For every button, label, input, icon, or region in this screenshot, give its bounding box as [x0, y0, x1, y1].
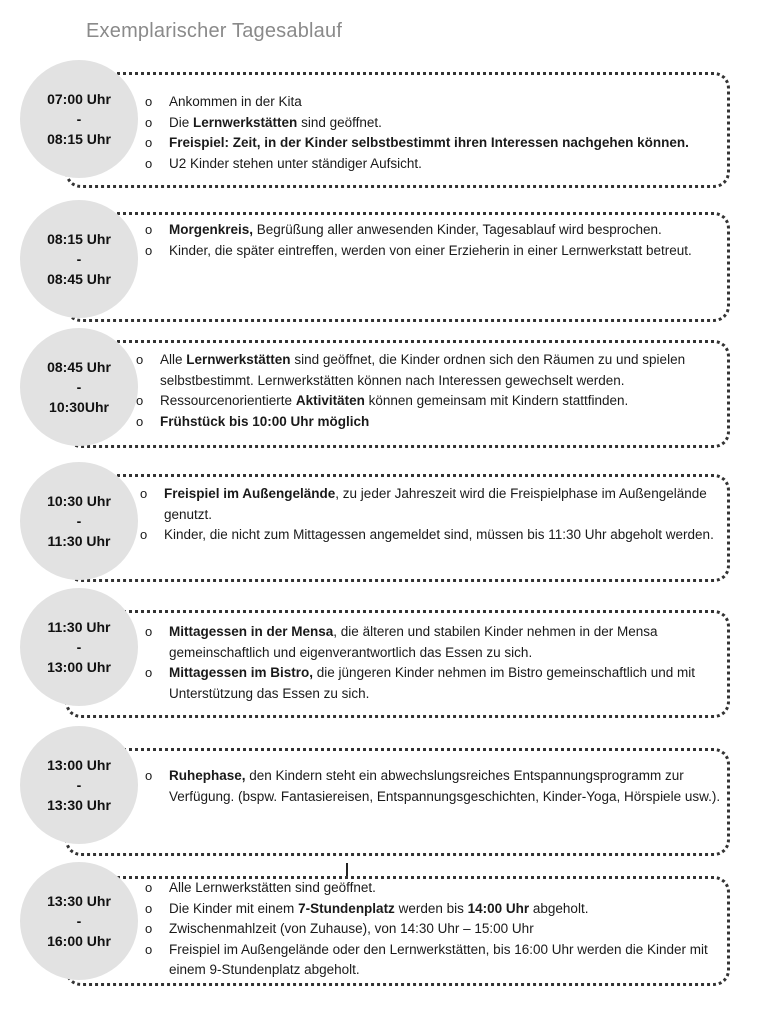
activity-item	[145, 133, 725, 154]
activity-list	[145, 220, 725, 261]
activity-item	[145, 241, 725, 262]
activity-item	[136, 391, 725, 412]
time-dash: -	[76, 639, 82, 655]
time-dash: -	[76, 251, 82, 267]
activity-text: Kinder, die später eintreffen, werden von einer Erzieherin in einer Lernwerkstatt betreut.	[169, 242, 692, 258]
time-start: 08:45 Uhr	[47, 359, 111, 375]
activity-text-bold: Mittagessen im Bistro,	[169, 665, 314, 680]
activity-item	[145, 878, 725, 899]
time-end: 08:45 Uhr	[47, 271, 111, 287]
time-circle	[20, 200, 138, 318]
activity-text-bold: Lernwerkstätten	[186, 352, 291, 367]
time-end: 16:00 Uhr	[47, 933, 111, 949]
time-start: 10:30 Uhr	[47, 493, 111, 509]
activity-list	[145, 766, 725, 807]
activity-item	[145, 940, 725, 981]
activity-text: Kinder, die nicht zum Mittagessen angemeldet sind, müssen bis 11:30 Uhr abgeholt werden.	[164, 527, 714, 542]
activity-item	[145, 766, 725, 807]
schedule-block	[0, 200, 780, 322]
activity-item	[140, 525, 725, 546]
activity-text: Die	[169, 114, 194, 130]
time-circle	[20, 462, 138, 580]
activity-list	[140, 484, 725, 546]
activity-text: werden bis	[394, 900, 468, 916]
activity-text-bold: Morgenkreis,	[169, 222, 254, 237]
schedule-block	[0, 462, 780, 582]
page-title: Exemplarischer Tagesablauf	[86, 20, 343, 42]
schedule-block	[0, 726, 780, 856]
time-circle	[20, 328, 138, 446]
activity-list	[145, 878, 725, 981]
activity-text-bold: Mittagessen in der Mensa	[169, 624, 334, 639]
activity-text: , die älteren und stabilen Kinder nehmen in der Mensa gemeinschaftlich und eigenverantwortlich das Essen zu sich.	[169, 624, 658, 660]
time-circle	[20, 588, 138, 706]
activity-item	[145, 220, 725, 241]
activity-item	[145, 622, 725, 663]
activity-text-bold: Aktivitäten	[295, 393, 365, 408]
activity-text: können gemeinsam mit Kindern stattfinden.	[364, 393, 629, 408]
activity-text: , zu jeder Jahreszeit wird die Freispielphase im Außengelände genutzt.	[164, 486, 707, 522]
activity-text: Ressourcenorientierte	[160, 393, 296, 408]
time-start: 13:30 Uhr	[47, 893, 111, 909]
schedule-block	[0, 328, 780, 448]
activity-text-bold: Frühstück bis 10:00 Uhr möglich	[160, 413, 370, 429]
activity-text: U2 Kinder stehen unter ständiger Aufsicht.	[169, 155, 422, 171]
time-dash: -	[76, 777, 82, 793]
activity-text: Freispiel im Außengelände oder den Lernwerkstätten, bis 16:00 Uhr werden die Kinder mit einem 9-Stundenplatz abgeholt.	[169, 941, 708, 977]
activity-text: Alle	[160, 352, 187, 367]
activity-list	[145, 92, 725, 174]
time-circle	[20, 862, 138, 980]
time-dash: -	[76, 513, 82, 529]
activity-text: Zwischenmahlzeit (von Zuhause), von 14:30 Uhr – 15:00 Uhr	[169, 921, 534, 936]
activity-text-bold: Freispiel im Außengelände	[164, 486, 336, 501]
time-dash: -	[76, 111, 82, 127]
activity-item	[145, 663, 725, 704]
activity-item	[140, 484, 725, 525]
activity-text-bold: Freispiel: Zeit, in der Kinder selbstbestimmt ihren Interessen nachgehen können.	[169, 135, 689, 150]
time-circle	[20, 60, 138, 178]
time-dash: -	[76, 379, 82, 395]
activity-list	[136, 350, 725, 432]
time-dash: -	[76, 913, 82, 929]
activity-item	[145, 92, 725, 113]
activity-text: Die Kinder mit einem	[169, 900, 299, 916]
time-start: 11:30 Uhr	[47, 619, 111, 635]
time-end: 11:30 Uhr	[47, 533, 111, 549]
activity-item	[145, 113, 725, 134]
time-circle	[20, 726, 138, 844]
activity-text: Ankommen in der Kita	[169, 94, 302, 109]
schedule-block	[0, 588, 780, 718]
time-start: 13:00 Uhr	[47, 757, 111, 773]
activity-text-bold: Lernwerkstätten	[193, 114, 298, 130]
time-start: 07:00 Uhr	[47, 91, 111, 107]
activity-item	[136, 350, 725, 391]
activity-text: abgeholt.	[529, 900, 589, 916]
activity-text: sind geöffnet.	[297, 114, 382, 130]
time-end: 13:30 Uhr	[47, 797, 111, 813]
time-start: 08:15 Uhr	[47, 231, 111, 247]
time-end: 08:15 Uhr	[47, 131, 111, 147]
activity-list	[145, 622, 725, 704]
activity-text-bold: Ruhephase,	[169, 768, 246, 783]
activity-text: Begrüßung aller anwesenden Kinder, Tagesablauf wird besprochen.	[253, 222, 662, 237]
activity-item	[145, 899, 725, 920]
activity-item	[136, 412, 725, 433]
time-end: 13:00 Uhr	[47, 659, 111, 675]
activity-text-bold: 7-Stundenplatz	[298, 900, 395, 916]
activity-item	[145, 154, 725, 175]
schedule-block	[0, 862, 780, 986]
schedule-block	[0, 60, 780, 188]
activity-text: die jüngeren Kinder nehmen im Bistro gemeinschaftlich und mit Unterstützung das Essen zu sich.	[169, 665, 695, 701]
activity-text: sind geöffnet, die Kinder ordnen sich den Räumen zu und spielen selbstbestimmt. Lernwerkstätten können nach Interessen gewechselt werden.	[160, 352, 686, 388]
activity-item	[145, 919, 725, 940]
activity-text: Alle Lernwerkstätten sind geöffnet.	[169, 880, 376, 895]
activity-text-bold: 14:00 Uhr	[467, 900, 530, 916]
time-end: 10:30Uhr	[49, 399, 109, 415]
activity-text: den Kindern steht ein abwechslungsreiches Entspannungsprogramm zur Verfügung. (bspw. Fantasiereisen, Entspannungsgeschichten, Kinder-Yoga, Hörspiele usw.).	[169, 768, 721, 804]
